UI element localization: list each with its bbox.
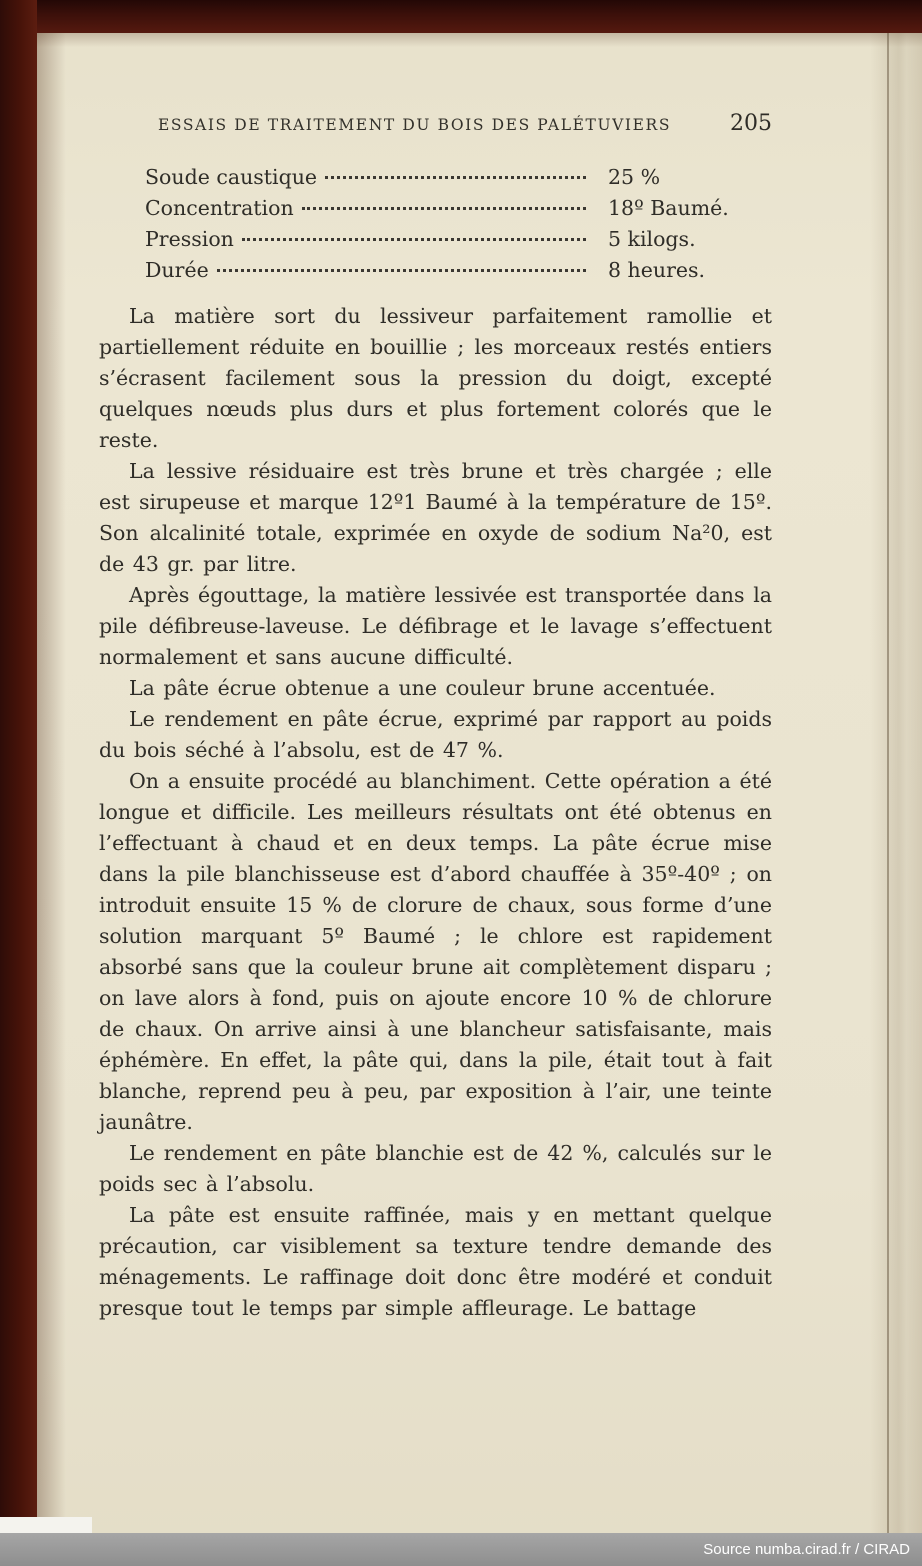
spec-label: Pression xyxy=(145,227,234,251)
paragraph: La pâte écrue obtenue a une couleur brune accentuée. xyxy=(129,676,716,700)
dot-leader xyxy=(302,207,586,210)
spec-row-duree xyxy=(99,255,772,286)
spec-value: 18º Baumé. xyxy=(608,196,729,220)
spec-row-soude-caustique xyxy=(99,162,772,193)
spec-label: Soude caustique xyxy=(145,165,318,189)
running-header xyxy=(99,111,772,136)
spec-label: Durée xyxy=(145,258,209,282)
paragraph: La pâte est ensuite raffinée, mais y en mettant quelque précaution, car visiblement sa texture tendre demande des ménagements. Le raffinage doit donc être modéré et conduit presque tout le temps par simple affleurage. Le battage xyxy=(99,1203,772,1320)
paragraph: Le rendement en pâte écrue, exprimé par rapport au poids du bois séché à l’absolu, est de 47 %. xyxy=(99,707,772,762)
paragraph: On a ensuite procédé au blanchiment. Cette opération a été longue et difficile. Les meilleurs résultats ont été obtenus en l’effectuant à chaud et en deux temps. La pâte écrue mise dans la pile blanchisseuse est d’abord chauffée à 35º-40º ; on introduit ensuite 15 % de clorure de chaux, sous forme d’une solution marquant 5º Baumé ; le chlore est rapidement absorbé sans que la couleur brune ait complètement disparu ; on lave alors à fond, puis on ajoute encore 10 % de chlorure de chaux. On arrive ainsi à une blancheur satisfaisante, mais éphémère. En effet, la pâte qui, dans la pile, était tout à fait blanche, reprend peu à peu, par exposition à l’air, une teinte jaunâtre. xyxy=(99,769,772,1134)
paragraph: Le rendement en pâte blanchie est de 42 %, calculés sur le poids sec à l’absolu. xyxy=(99,1141,772,1196)
spec-row-concentration xyxy=(99,193,772,224)
dot-leader xyxy=(242,238,586,241)
running-header-title: ESSAIS DE TRAITEMENT DU BOIS DES PALÉTUVIERS xyxy=(157,116,672,134)
spec-value: 5 kilogs. xyxy=(608,227,696,251)
book-cover-left-edge xyxy=(0,0,37,1566)
page-number: 205 xyxy=(730,111,772,136)
spec-label: Concentration xyxy=(145,196,294,220)
spec-value: 25 % xyxy=(608,165,661,189)
process-spec-list xyxy=(99,162,772,286)
page-content xyxy=(37,33,922,1533)
paragraph: La lessive résiduaire est très brune et très chargée ; elle est sirupeuse et marque 12º1 Baumé à la température de 15º. Son alcalinité totale, exprimée en oxyde de sodium Na²0, est de 43 gr. par litre. xyxy=(99,459,772,576)
book-cover-top-edge xyxy=(0,0,922,33)
paragraph: Après égouttage, la matière lessivée est transportée dans la pile défibreuse-laveuse. Le défibrage et le lavage s’effectuent normalement et sans aucune difficulté. xyxy=(99,583,772,669)
dot-leader xyxy=(325,176,586,179)
dot-leader xyxy=(217,269,586,272)
spec-value: 8 heures. xyxy=(608,258,706,282)
source-attribution-bar xyxy=(0,1533,922,1566)
body-text xyxy=(99,301,772,1324)
spec-row-pression xyxy=(99,224,772,255)
paragraph: La matière sort du lessiveur parfaitement ramollie et partiellement réduite en bouillie ; les morceaux restés entiers s’écrasent facilement sous la pression du doigt, excepté quelques nœuds plus durs et plus fortement colorés que le reste. xyxy=(99,304,772,452)
source-attribution: Source numba.cirad.fr / CIRAD xyxy=(703,1541,910,1558)
